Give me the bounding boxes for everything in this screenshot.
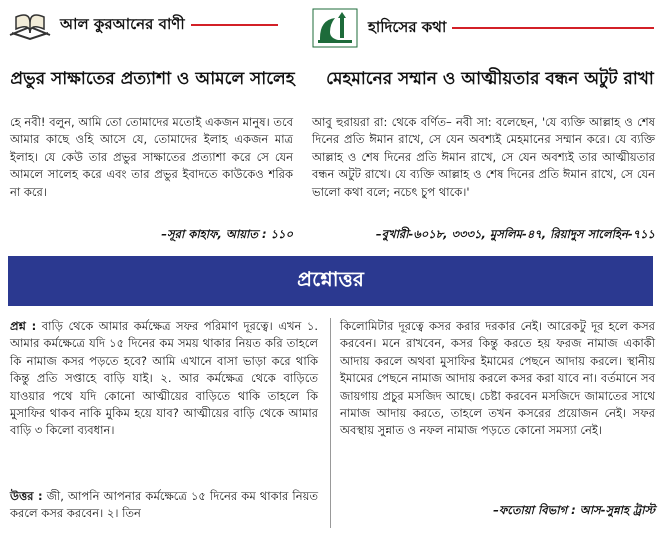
answer-label: উত্তর :: [10, 489, 43, 503]
qa-banner-title: প্রশ্নোত্তর: [297, 266, 364, 291]
question-text: বাড়ি থেকে আমার কর্মক্ষেত্র সফর পরিমাণ দূরত্বে। এখন ১. আমার কর্মক্ষেত্রে যদি ১৫ দিনের কম সময় থাকার নিয়ত করি তাহলে কি নামাজ কসর পড়তে হবে? আমি এখানে বাসা ভাড়া করে থাকি কিন্তু প্রতি সপ্তাহে বাড়ি যাই। ২. আর কর্মক্ষেত্র থেকে বাড়িতে যাওয়ার পথে যদি কোনো আত্মীয়ের বাড়িতে থাকি তাহলে কি মুসাফির থাকব নাকি মুকিম হয়ে যাব? আত্মীয়ের বাড়ি থেকে আমার বাড়ি ৩ কিলো ব্যবধান।: [10, 319, 318, 438]
quran-article-body: হে নবী! বলুন, আমি তো তোমাদের মতোই একজন মানুষ। তবে আমার কাছে ওহি আসে যে, তোমাদের ইলাহ একজন মাত্র ইলাহ। যে কেউ তার প্রভুর সাক্ষাতের প্রত্যাশা করে সে যেন আমলে সালেহ করে এবং তার প্রভুর ইবাদতে কাউকেও শরিক না করে।: [10, 115, 293, 199]
hadith-article-source: –বুখারী-৬০১৮, ৩৩৩১, মুসলিম-৪৭, রিয়াদুস সালেহিন-৭১১: [375, 227, 655, 241]
quran-article-source: –সূরা কাহাফ, আয়াত : ১১০: [161, 227, 293, 241]
section-divider: [452, 27, 654, 29]
qa-banner: [8, 256, 653, 306]
answer-text-part2: কিলোমিটার দূরত্বে কসর করার দরকার নেই। আরেকটু দূর হলে কসর করবেন। মনে রাখবেন, কসর কিন্তু করতে হয় ফরজ নামাজ একাকী আদায় করলে অথবা মুসাফির ইমামের পেছনে আদায় করলে। স্থানীয় ইমামের পেছনে নামাজ আদায় করলে কসর করা যাবে না। বর্তমানে সব জায়গায় প্রচুর মসজিদ আছে। চেষ্টা করবেন মসজিদে জামাতের সাথে নামাজ আদায় করতে, তাহলে তখন কসরের প্রয়োজন নেই। সফর অবস্থায় সুন্নাত ও নফল নামাজ পড়তে কোনো সমস্যা নেই।: [340, 319, 655, 438]
hadith-article-title: মেহমানের সম্মান ও আত্মীয়তার বন্ধন অটুট রাখা: [326, 69, 654, 89]
quran-section-label: আল কুরআনের বাণী: [60, 14, 185, 33]
qa-question: [10, 318, 318, 440]
section-divider: [191, 24, 278, 26]
hadith-section-header: [312, 8, 654, 48]
quran-book-icon: [6, 9, 54, 41]
hadith-section-label: হাদিসের কথা: [368, 17, 447, 36]
mosque-logo-icon: [312, 8, 358, 48]
quran-section-header: [6, 8, 278, 42]
qa-answer-start: [10, 488, 318, 523]
column-divider: [330, 318, 331, 528]
question-label: প্রশ্ন :: [10, 319, 37, 333]
answer-text-part1: জী, আপনি আপনার কর্মক্ষেত্রে ১৫ দিনের কম থাকার নিয়ত করলে কসর করবেন। ২। তিন: [10, 489, 318, 521]
quran-article-title: প্রভুর সাক্ষাতের প্রত্যাশা ও আমলে সালেহ: [10, 69, 295, 89]
hadith-article-body: আবু হুরায়রা রা: থেকে বর্ণিত– নবী সা: বলেছেন, 'যে ব্যক্তি আল্লাহ ও শেষ দিনের প্রতি ঈমান রাখে, সে যেন অবশ্যই মেহমানের সম্মান করে। যে ব্যক্তি আল্লাহ ও শেষ দিনের প্রতি ঈমান রাখে, সে যেন অবশ্যই তার আত্মীয়তার বন্ধন অটুট রাখে। যে ব্যক্তি আল্লাহ ও শেষ দিনের প্রতি ঈমান রাখে, সে যেন ভালো কথা বলে; নচেৎ চুপ থাকে।': [312, 115, 655, 199]
qa-source: –ফতোয়া বিভাগ : আস-সুন্নাহ ট্রাস্ট: [493, 503, 655, 517]
